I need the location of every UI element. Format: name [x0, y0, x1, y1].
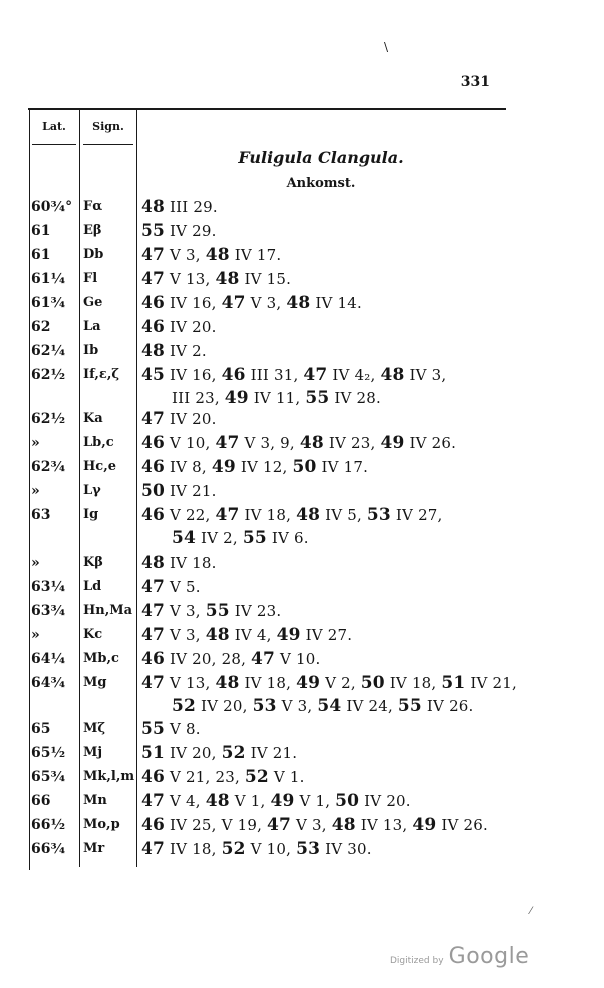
dates-cell: 48 III 29. [141, 197, 218, 217]
latitude-cell: 63¼ [31, 579, 66, 595]
signature-cell: Kc [83, 627, 103, 642]
latitude-cell: 60¾° [31, 199, 73, 215]
dates-cell: 46 IV 8, 49 IV 12, 50 IV 17. [141, 457, 369, 477]
signature-cell: Kβ [83, 555, 103, 570]
table-row [0, 651, 604, 673]
signature-cell: Fl [83, 271, 98, 286]
latitude-cell: 62¼ [31, 343, 66, 359]
latitude-cell: 61¾ [31, 295, 66, 311]
dates-cell: 47 V 13, 48 IV 15. [141, 269, 292, 289]
latitude-cell: » [31, 483, 40, 499]
table-row [0, 459, 604, 481]
signature-cell: Ge [83, 295, 103, 310]
dates-cell: 47 V 5. [141, 577, 201, 597]
latitude-cell: 61 [31, 223, 51, 239]
table-row [0, 223, 604, 245]
dates-cell: 46 IV 20. [141, 317, 217, 337]
signature-cell: If,ε,ζ [83, 367, 120, 382]
dates-cell: 55 IV 29. [141, 221, 217, 241]
signature-cell: Ig [83, 507, 99, 522]
dates-cell: 48 IV 18. [141, 553, 217, 573]
signature-cell: Ka [83, 411, 103, 426]
latitude-cell: » [31, 627, 40, 643]
latitude-cell: 65 [31, 721, 51, 737]
latitude-cell: 63¾ [31, 603, 66, 619]
latitude-cell: 61 [31, 247, 51, 263]
signature-cell: Mj [83, 745, 103, 760]
latitude-cell: 62¾ [31, 459, 66, 475]
dates-cell: 46 V 22, 47 IV 18, 48 IV 5, 53 IV 27, [141, 505, 443, 525]
dates-cell: 47 IV 18, 52 V 10, 53 IV 30. [141, 839, 372, 859]
table-row [0, 343, 604, 365]
dates-cell: 46 IV 20, 28, 47 V 10. [141, 649, 321, 669]
signature-cell: La [83, 319, 101, 334]
header-underline-lat [32, 144, 76, 145]
table-row [0, 505, 604, 548]
signature-cell: Mb,c [83, 651, 119, 666]
table-top-rule [28, 108, 506, 110]
dates-cell: 46 IV 25, V 19, 47 V 3, 48 IV 13, 49 IV 26. [141, 815, 488, 835]
latitude-cell: 66½ [31, 817, 66, 833]
dates-cell: 47 IV 20. [141, 409, 217, 429]
signature-cell: Hc,e [83, 459, 116, 474]
latitude-cell: 64¾ [31, 675, 66, 691]
dates-cell: 55 V 8. [141, 719, 201, 739]
signature-cell: Lb,c [83, 435, 114, 450]
signature-cell: Lγ [83, 483, 101, 498]
signature-cell: Db [83, 247, 104, 262]
signature-cell: Mg [83, 675, 107, 690]
signature-cell: Ld [83, 579, 102, 594]
signature-cell: Ib [83, 343, 99, 358]
column-header-sign: Sign. [92, 120, 124, 133]
page-number: 331 [460, 74, 490, 90]
latitude-cell: 65¾ [31, 769, 66, 785]
table-row [0, 483, 604, 505]
table-row [0, 721, 604, 743]
latitude-cell: 63 [31, 507, 51, 523]
table-row [0, 365, 604, 408]
latitude-cell: 66 [31, 793, 51, 809]
dates-cell: 48 IV 2. [141, 341, 207, 361]
dates-cell: 50 IV 21. [141, 481, 217, 501]
dates-cell: 46 IV 16, 47 V 3, 48 IV 14. [141, 293, 362, 313]
table-row [0, 841, 604, 863]
dates-cell: 47 V 13, 48 IV 18, 49 V 2, 50 IV 18, 51 IV 21, [141, 673, 517, 693]
species-title: Fuligula Clangula. [238, 148, 404, 167]
table-row [0, 603, 604, 625]
table-row [0, 579, 604, 601]
table-row [0, 247, 604, 269]
dates-cell: 46 V 10, 47 V 3, 9, 48 IV 23, 49 IV 26. [141, 433, 457, 453]
dates-cell-continuation: 52 IV 20, 53 V 3, 54 IV 24, 55 IV 26. [172, 696, 474, 716]
digitization-watermark [390, 944, 529, 969]
latitude-cell: 65½ [31, 745, 66, 761]
signature-cell: Mn [83, 793, 107, 808]
table-row [0, 673, 604, 716]
dates-cell: 47 V 4, 48 V 1, 49 V 1, 50 IV 20. [141, 791, 411, 811]
section-subtitle: Ankomst. [286, 176, 356, 191]
table-row [0, 435, 604, 457]
latitude-cell: 62½ [31, 367, 66, 383]
table-row [0, 627, 604, 649]
header-underline-sign [83, 144, 133, 145]
latitude-cell: 64¼ [31, 651, 66, 667]
signature-cell: Eβ [83, 223, 102, 238]
table-row [0, 319, 604, 341]
watermark-logo-text: Google [448, 944, 530, 969]
table-row [0, 271, 604, 293]
dates-cell: 46 V 21, 23, 52 V 1. [141, 767, 305, 787]
latitude-cell: 61¼ [31, 271, 66, 287]
signature-cell: Mr [83, 841, 105, 856]
table-row [0, 793, 604, 815]
signature-cell: Mo,p [83, 817, 120, 832]
dates-cell-continuation: III 23, 49 IV 11, 55 IV 28. [172, 388, 381, 408]
table-row [0, 555, 604, 577]
dates-cell: 45 IV 16, 46 III 31, 47 IV 4₂, 48 IV 3, [141, 365, 447, 385]
latitude-cell: » [31, 435, 40, 451]
latitude-cell: » [31, 555, 40, 571]
dates-cell: 47 V 3, 48 IV 17. [141, 245, 282, 265]
latitude-cell: 62 [31, 319, 51, 335]
dates-cell: 51 IV 20, 52 IV 21. [141, 743, 298, 763]
table-row [0, 199, 604, 221]
signature-cell: Hn,Ma [83, 603, 133, 618]
table-row [0, 817, 604, 839]
latitude-cell: 62½ [31, 411, 66, 427]
latitude-cell: 66¾ [31, 841, 66, 857]
table-row [0, 745, 604, 767]
column-header-lat: Lat. [42, 120, 66, 133]
dates-cell: 47 V 3, 48 IV 4, 49 IV 27. [141, 625, 353, 645]
stray-mark: \ [384, 40, 389, 54]
dates-cell: 47 V 3, 55 IV 23. [141, 601, 282, 621]
signature-cell: Mk,l,m [83, 769, 135, 784]
table-row [0, 769, 604, 791]
signature-cell: Fα [83, 199, 103, 214]
dates-cell-continuation: 54 IV 2, 55 IV 6. [172, 528, 309, 548]
stray-mark-bottom: ⁄ [530, 906, 532, 917]
table-row [0, 411, 604, 433]
signature-cell: Mζ [83, 721, 106, 736]
table-row [0, 295, 604, 317]
watermark-small-text: Digitized by [390, 956, 444, 966]
